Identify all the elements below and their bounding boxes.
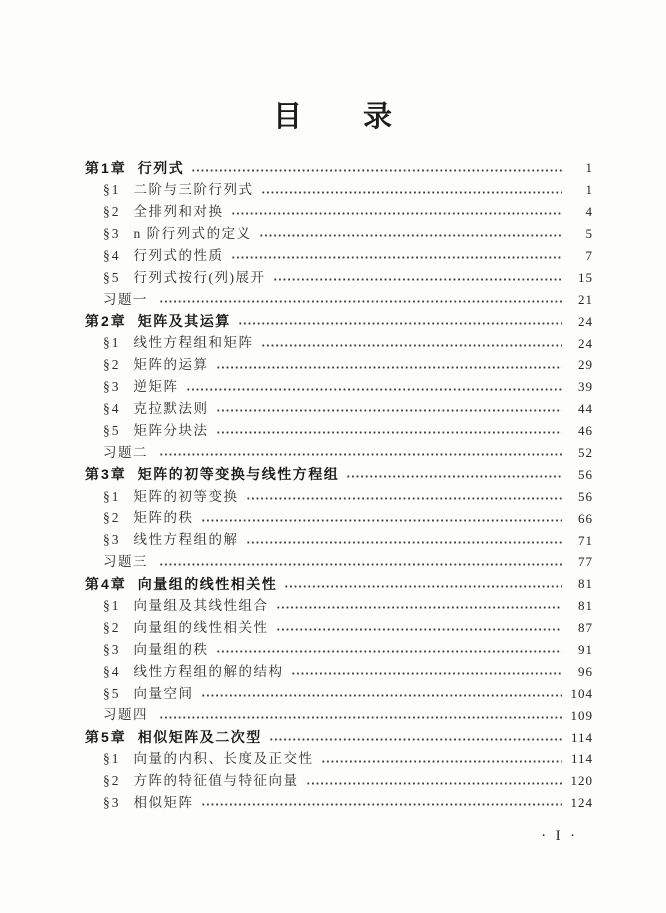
dotted-leader: [276, 617, 563, 639]
entry-title: 向量组的线性相关性: [137, 575, 278, 592]
entry-title: 矩阵的初等变换: [133, 488, 239, 504]
page-title: 目 录: [272, 101, 393, 133]
dotted-leader: [238, 310, 562, 332]
entry-title: 矩阵的运算: [133, 357, 209, 373]
dotted-leader: [346, 463, 562, 485]
entry-label: §4: [103, 247, 121, 263]
entry-title: 行列式: [137, 159, 185, 176]
dotted-leader: [201, 792, 563, 814]
entry-title: 全排列和对换: [133, 203, 224, 219]
toc-entry: [85, 726, 593, 748]
toc-entry: [85, 463, 593, 485]
entry-title: 向量组的秩: [133, 641, 209, 657]
toc-entry: [85, 660, 593, 682]
entry-title: 行列式的性质: [133, 247, 224, 263]
entry-label: §2: [103, 357, 121, 373]
dotted-leader: [186, 376, 563, 398]
entry-page: 96: [578, 663, 593, 679]
entry-page: 46: [578, 423, 593, 439]
footer-page-number: · I ·: [541, 828, 578, 844]
dotted-leader: [321, 748, 563, 770]
entry-page: 24: [578, 335, 593, 351]
entry-page: 52: [578, 445, 593, 461]
toc-entry: [85, 485, 593, 507]
entry-label: §3: [103, 641, 121, 657]
entry-title: 行列式按行(列)展开: [133, 269, 266, 285]
entry-title: 二阶与三阶行列式: [133, 182, 254, 198]
entry-label: §2: [103, 619, 121, 635]
entry-page: 39: [578, 379, 593, 395]
entry-label: §2: [103, 773, 121, 789]
toc-entry: [85, 704, 593, 726]
entry-label: §2: [103, 203, 121, 219]
entry-title: 相似矩阵及二次型: [137, 729, 262, 746]
dotted-leader: [216, 420, 563, 442]
entry-label: 第4章: [85, 575, 127, 592]
entry-page: 114: [570, 751, 593, 767]
dotted-leader: [159, 442, 562, 464]
dotted-leader: [259, 223, 562, 245]
entry-page: 91: [578, 642, 593, 658]
dotted-leader: [231, 245, 563, 267]
entry-title: n 阶行列式的定义: [133, 225, 252, 241]
entry-label: 习题四: [103, 707, 148, 723]
entry-page: 104: [570, 685, 593, 701]
entry-label: §3: [103, 795, 121, 811]
entry-page: 44: [578, 401, 593, 417]
toc-entry: [85, 442, 593, 464]
toc-entry: [85, 354, 593, 376]
dotted-leader: [246, 529, 563, 551]
entry-page: 7: [585, 248, 593, 263]
entry-label: §4: [103, 663, 121, 679]
entry-title: 矩阵的初等变换与线性方程组: [137, 466, 340, 483]
entry-page: 1: [585, 160, 593, 176]
entry-title: 矩阵及其运算: [137, 313, 231, 330]
entry-title: 矩阵分块法: [133, 422, 209, 438]
dotted-leader: [306, 770, 563, 792]
dotted-leader: [159, 704, 562, 726]
dotted-leader: [231, 201, 563, 223]
entry-label: 习题一: [103, 291, 148, 307]
entry-page: 124: [570, 795, 593, 811]
dotted-leader: [201, 507, 563, 529]
entry-page: 77: [578, 554, 593, 570]
entry-label: 习题三: [103, 554, 148, 570]
toc-entry: [85, 332, 593, 354]
dotted-leader: [273, 266, 563, 288]
entry-label: §1: [103, 488, 121, 504]
dotted-leader: [191, 157, 562, 179]
toc-entry: [85, 573, 593, 595]
entry-page: 21: [578, 291, 593, 307]
entry-page: 109: [570, 707, 593, 723]
toc-entry: [85, 179, 593, 201]
entry-page: 15: [578, 269, 593, 285]
entry-label: §2: [103, 510, 121, 526]
dotted-leader: [291, 660, 563, 682]
entry-label: §5: [103, 422, 121, 438]
entry-title: 线性方程组的解: [133, 532, 239, 548]
entry-page: 66: [578, 510, 593, 526]
toc-entry: [85, 507, 593, 529]
entry-page: 4: [585, 204, 593, 220]
entry-page: 24: [578, 313, 593, 329]
entry-title: 向量空间: [133, 685, 194, 701]
entry-label: §1: [103, 335, 121, 351]
entry-title: 线性方程组的解的结构: [133, 663, 284, 679]
entry-label: §1: [103, 182, 121, 198]
entry-page: 114: [570, 729, 593, 745]
dotted-leader: [246, 485, 563, 507]
entry-label: 第1章: [85, 159, 127, 176]
entry-label: §5: [103, 269, 121, 285]
dotted-leader: [261, 332, 563, 354]
toc-entry: [85, 420, 593, 442]
entry-title: 矩阵的秩: [133, 510, 194, 526]
entry-label: 第3章: [85, 466, 127, 483]
entry-page: 87: [578, 620, 593, 636]
dotted-leader: [276, 595, 563, 617]
entry-page: 81: [578, 576, 593, 592]
toc-entry: [85, 529, 593, 551]
entry-label: 第2章: [85, 313, 127, 330]
toc-entry: [85, 792, 593, 814]
entry-title: 向量组的线性相关性: [133, 619, 269, 635]
entry-title: 线性方程组和矩阵: [133, 335, 254, 351]
toc-list: [85, 157, 593, 814]
toc-entry: [85, 245, 593, 267]
toc-entry: [85, 201, 593, 223]
dotted-leader: [269, 726, 562, 748]
toc-entry: [85, 682, 593, 704]
entry-title: 相似矩阵: [133, 795, 194, 811]
toc-entry: [85, 288, 593, 310]
entry-label: §3: [103, 532, 121, 548]
entry-title: 向量组及其线性组合: [133, 598, 269, 613]
entry-label: 习题二: [103, 444, 148, 460]
dotted-leader: [261, 179, 563, 201]
toc-entry: [85, 157, 593, 179]
entry-label: §1: [103, 598, 121, 613]
entry-label: §5: [103, 685, 121, 701]
entry-page: 29: [578, 357, 593, 373]
dotted-leader: [159, 288, 562, 310]
toc-entry: [85, 595, 593, 617]
entry-title: 逆矩阵: [133, 379, 179, 395]
entry-page: 56: [578, 488, 593, 504]
dotted-leader: [216, 398, 563, 420]
toc-entry: [85, 376, 593, 398]
entry-label: §1: [103, 751, 121, 767]
toc-entry: [85, 770, 593, 792]
entry-page: 5: [585, 226, 593, 242]
toc-entry: [85, 617, 593, 639]
toc-entry: [85, 266, 593, 288]
entry-label: §3: [103, 379, 121, 395]
entry-page: 1: [585, 182, 593, 198]
dotted-leader: [216, 354, 563, 376]
toc-entry: [85, 310, 593, 332]
toc-entry: [85, 551, 593, 573]
entry-label: 第5章: [85, 729, 127, 746]
dotted-leader: [201, 682, 563, 704]
entry-label: §4: [103, 400, 121, 416]
entry-page: 81: [578, 598, 593, 614]
entry-label: §3: [103, 225, 121, 241]
toc-entry: [85, 398, 593, 420]
entry-title: 方阵的特征值与特征向量: [133, 773, 299, 789]
entry-page: 71: [578, 532, 593, 548]
toc-entry: [85, 748, 593, 770]
entry-page: 120: [570, 773, 593, 789]
toc-entry: [85, 639, 593, 661]
dotted-leader: [216, 639, 563, 661]
entry-title: 向量的内积、长度及正交性: [133, 751, 314, 767]
dotted-leader: [284, 573, 562, 595]
dotted-leader: [159, 551, 562, 573]
entry-title: 克拉默法则: [133, 400, 209, 416]
entry-page: 56: [578, 466, 593, 482]
toc-entry: [85, 223, 593, 245]
